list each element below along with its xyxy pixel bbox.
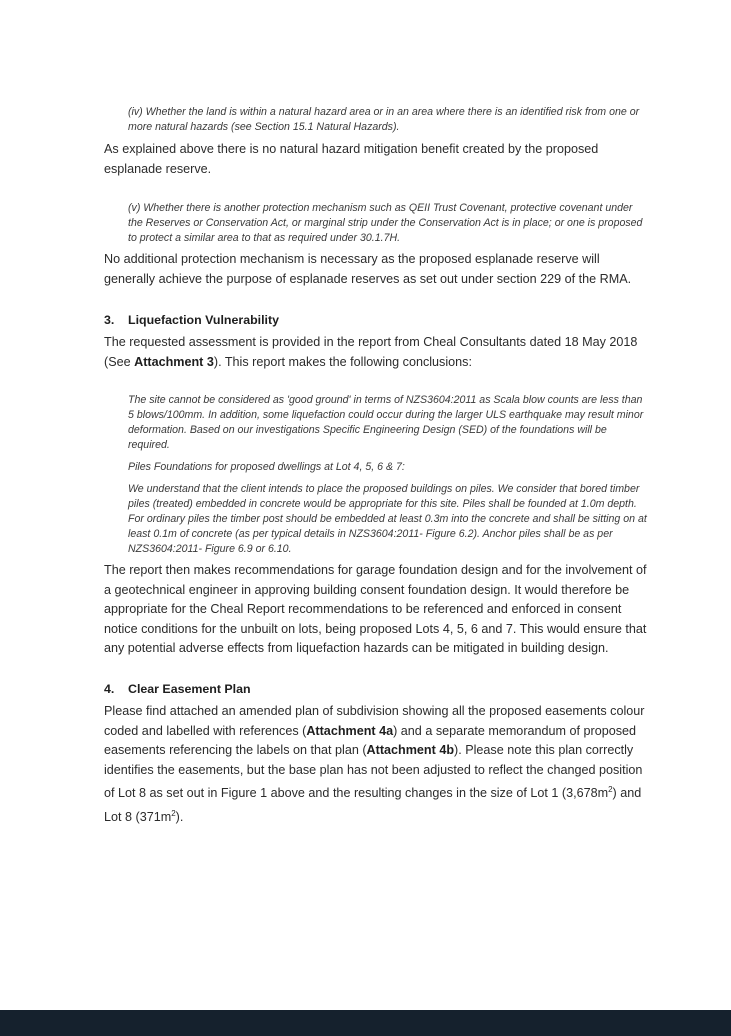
section-4-paragraph: [104, 702, 652, 827]
section-4-text-4: ) and Lot 8 (371m: [104, 786, 642, 824]
section-4-text-5: ).: [175, 809, 184, 824]
paragraph-natural-hazard: As explained above there is no natural hazard mitigation benefit created by the proposed esplanade reserve.: [104, 142, 599, 176]
section-4-text-2: ) and a separate memorandum of proposed easements referencing the labels on that plan (: [104, 723, 637, 757]
section-4-title: Clear Easement Plan: [128, 682, 251, 696]
section-3-intro-text-end: ). This report makes the following conclusions:: [213, 354, 472, 369]
section-3-intro-text: The requested assessment is provided in the report from Cheal Consultants dated 18 May 2018 (See: [104, 335, 638, 369]
section-3-heading: [104, 313, 279, 327]
attachment-4b-ref: Attachment 4b: [366, 743, 455, 757]
attachment-4a-ref: Attachment 4a: [306, 723, 394, 738]
quote-criterion-iv: (iv) Whether the land is within a natural hazard area or in an area where there is an identified risk from one or more natural hazards (see Section 15.1 Natural Hazards).: [128, 106, 640, 133]
quote-geotech-conclusion: The site cannot be considered as 'good ground' in terms of NZS3604:2011 as Scala blow counts are less than 5 blows/100mm. In addition, some liquefaction could occur during the larger ULS earthquake may result minor deformation. Based on our investigations Specific Engineering Design (SED) of the foundations will be required.: [128, 394, 644, 451]
section-3-title: Liquefaction Vulnerability: [128, 313, 279, 327]
paragraph-protection-mechanism: No additional protection mechanism is necessary as the proposed esplanade reserve will generally achieve the purpose of esplanade reserves as set out under section 229 of the RMA.: [104, 252, 632, 286]
quote-pile-foundations-detail: We understand that the client intends to place the proposed buildings on piles. We consider that bored timber piles (treated) embedded in concrete would be appropriate for this site. Piles shall be founded at 1.0m depth. For ordinary piles the timber post should be embedded at least 0.3m into the concrete and shall be sitting on at least 0.1m of concrete (as per typical details in NZS3604:2011- Figure 6.2). Anchor piles shall be as per NZS3604:2011- Figure 6.9 or 6.10.: [128, 483, 647, 555]
section-4-text-3: ). Please note this plan correctly identifies the easements, but the base plan has not been adjusted to reflect the changed position of Lot 8 as set out in Figure 1 above and the resulting changes in the size of Lot 1 (3,678m: [104, 743, 643, 801]
section-3-intro: [104, 333, 652, 372]
superscript-2: 2: [171, 808, 176, 818]
section-4-number: 4.: [104, 682, 115, 696]
section-3-conclusion: The report then makes recommendations for garage foundation design and for the involvement of a geotechnical engineer in approving building consent foundation design. It would therefore be appropriate for the Cheal Report recommendations to be referenced and enforced in consent notice conditions for the unbuilt on lots, being proposed Lots 4, 5, 6 and 7. This would ensure that any potential adverse effects from liquefaction hazards can be mitigated in building design.: [104, 563, 647, 655]
quote-criterion-v: (v) Whether there is another protection mechanism such as QEII Trust Covenant, protective covenant under the Reserves or Conservation Act, or marginal strip under the Conservation Act is in place; or one is proposed to protect a similar area to that as required under 30.1.7H.: [128, 202, 643, 244]
section-4-text-1: Please find attached an amended plan of subdivision showing all the proposed easements colour coded and labelled with references (: [104, 704, 645, 738]
attachment-3-ref: Attachment 3: [134, 354, 214, 369]
section-4-heading: [104, 682, 251, 696]
section-3-number: 3.: [104, 313, 115, 327]
footer-bar: [0, 1010, 731, 1036]
superscript-1: 2: [608, 785, 613, 794]
quote-pile-foundations-heading: Piles Foundations for proposed dwellings at Lot 4, 5, 6 & 7:: [128, 461, 405, 473]
